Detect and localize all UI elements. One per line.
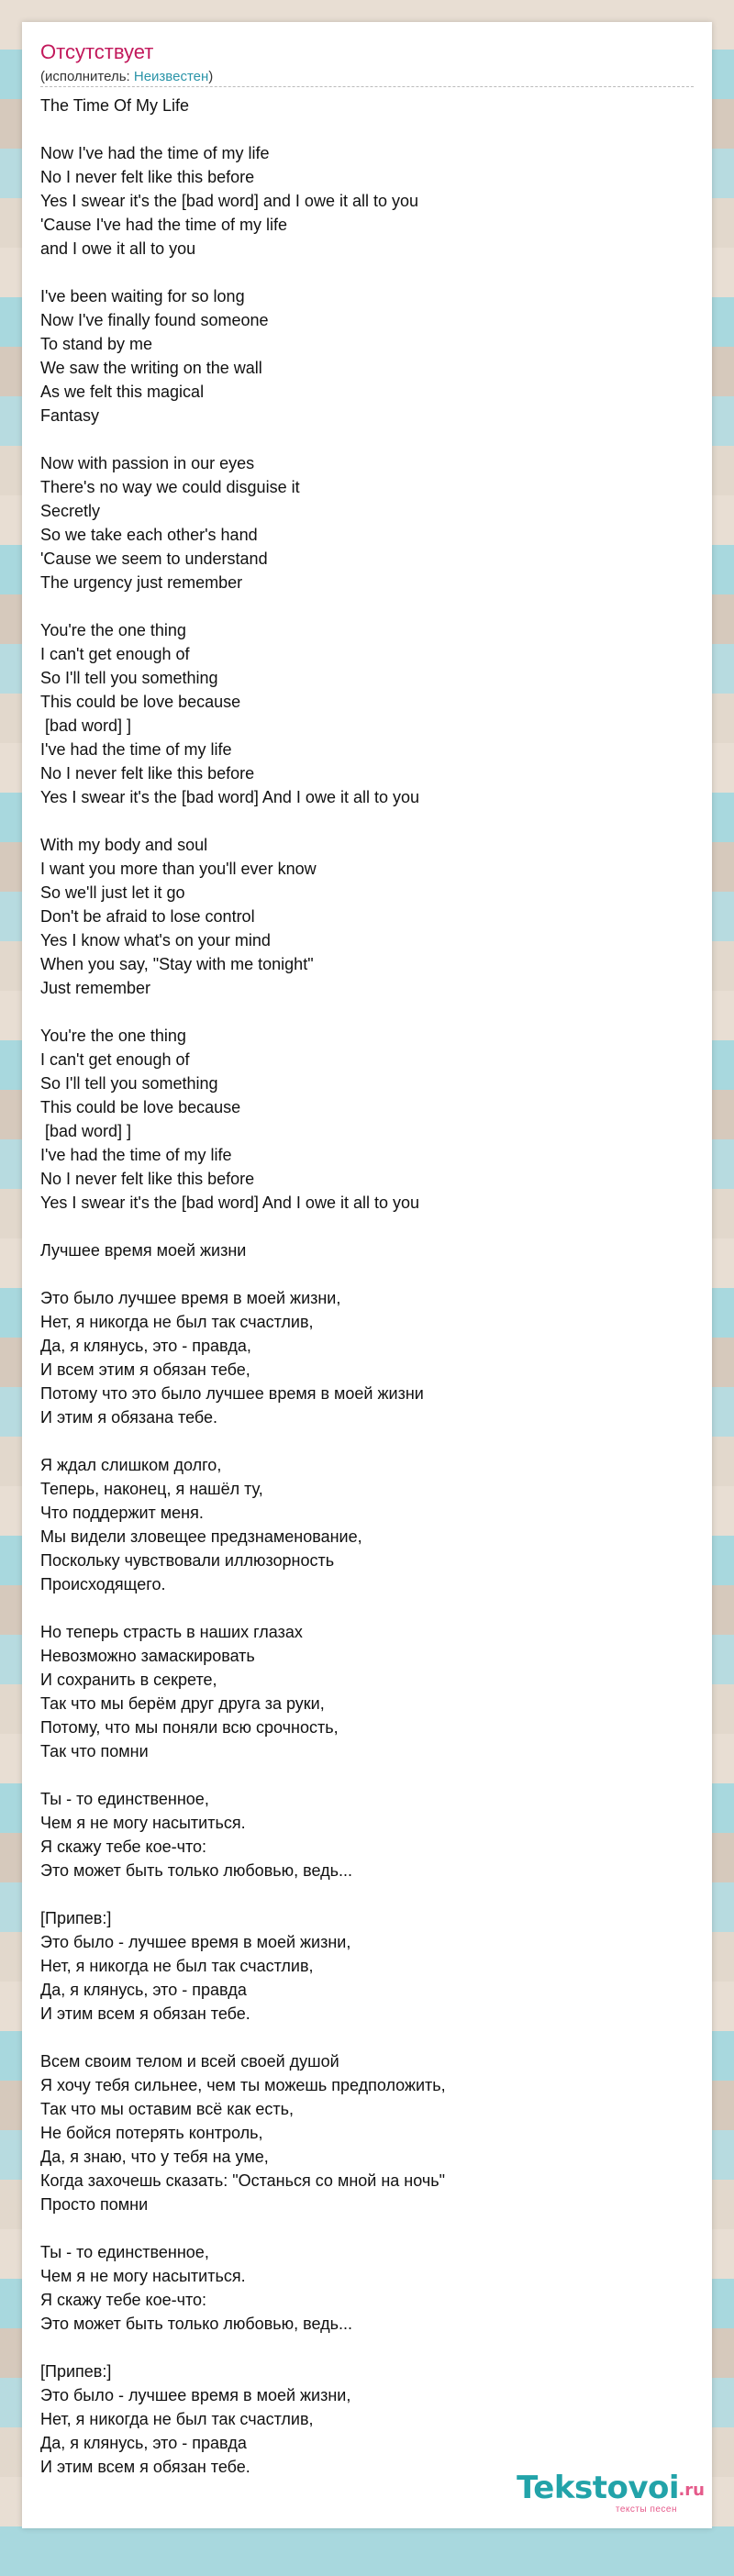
lyric-line: and I owe it all to you [40, 239, 196, 258]
lyrics-stanza [40, 1286, 694, 1429]
logo-wordmark: Tekstovoi [517, 2470, 679, 2506]
lyric-line: To stand by me [40, 335, 153, 353]
lyric-line: Это было - лучшее время в моей жизни, [40, 1933, 351, 1951]
lyrics-stanza [40, 1024, 694, 1215]
lyrics-stanza [40, 1238, 694, 1262]
lyric-line: Да, я клянусь, это - правда [40, 2434, 247, 2452]
lyrics-stanza [40, 2240, 694, 2336]
lyric-line: Так что мы берём друг друга за руки, [40, 1694, 325, 1713]
lyric-line: Я ждал слишком долго, [40, 1456, 222, 1474]
lyric-line: Всем своим телом и всей своей душой [40, 2052, 339, 2071]
lyric-line: No I never felt like this before [40, 1170, 255, 1188]
lyric-line: Потому что это было лучшее время в моей жизни [40, 1384, 424, 1403]
lyric-line: Что поддержит меня. [40, 1504, 204, 1522]
lyric-line: [bad word] ] [40, 716, 132, 735]
lyric-line: Secretly [40, 502, 101, 520]
lyric-line: Yes I swear it's the [bad word] And I owe it all to you [40, 1194, 419, 1212]
lyric-line: Чем я не могу насытиться. [40, 1814, 246, 1832]
lyrics-stanza [40, 618, 694, 809]
lyric-line: Это может быть только любовью, ведь... [40, 2315, 352, 2333]
lyric-line: [Припев:] [40, 2362, 112, 2381]
lyric-line: Чем я не могу насытиться. [40, 2267, 246, 2285]
lyric-line: Это было - лучшее время в моей жизни, [40, 2386, 351, 2404]
lyric-line: Да, я знаю, что у тебя на уме, [40, 2148, 269, 2166]
artist-line [40, 68, 694, 86]
lyrics-stanza [40, 2359, 694, 2479]
lyrics-body [40, 94, 694, 2503]
lyric-line: Да, я клянусь, это - правда, [40, 1337, 251, 1355]
lyrics-stanza [40, 284, 694, 427]
lyric-line: I've been waiting for so long [40, 287, 245, 305]
artist-link[interactable]: Неизвестен [133, 69, 209, 84]
lyric-line: I can't get enough of [40, 645, 190, 663]
lyrics-card [22, 22, 712, 2528]
lyric-line: Now I've finally found someone [40, 311, 269, 329]
lyric-line: Now with passion in our eyes [40, 454, 255, 472]
lyrics-stanza [40, 451, 694, 594]
lyric-line: I've had the time of my life [40, 740, 232, 759]
lyric-line: The urgency just remember [40, 573, 243, 592]
lyric-line: I want you more than you'll ever know [40, 860, 317, 878]
logo-tagline: тексты песен [615, 2504, 677, 2515]
lyric-line: Не бойся потерять контроль, [40, 2124, 263, 2142]
lyric-line: Yes I swear it's the [bad word] And I owe it all to you [40, 788, 419, 806]
lyric-line: With my body and soul [40, 836, 208, 854]
lyric-line: Просто помни [40, 2195, 149, 2214]
lyric-line: No I never felt like this before [40, 764, 255, 783]
lyric-line: Now I've had the time of my life [40, 144, 270, 162]
lyric-line: Так что мы оставим всё как есть, [40, 2100, 295, 2118]
tekstovoi-logo[interactable] [499, 2468, 705, 2519]
header-divider [40, 86, 694, 87]
lyric-line: И сохранить в секрете, [40, 1671, 217, 1689]
lyric-line: Я скажу тебе кое-что: [40, 1838, 207, 1856]
lyric-line: Это может быть только любовью, ведь... [40, 1861, 352, 1880]
lyric-line: Так что помни [40, 1742, 149, 1760]
lyric-line: Fantasy [40, 406, 100, 425]
lyrics-stanza [40, 1453, 694, 1596]
lyric-line: You're the one thing [40, 1027, 186, 1045]
lyrics-stanza [40, 141, 694, 261]
lyric-line: [Припев:] [40, 1909, 112, 1927]
lyrics-stanza [40, 94, 694, 117]
lyric-line: 'Cause I've had the time of my life [40, 216, 287, 234]
lyric-line: Происходящего. [40, 1575, 166, 1593]
lyric-line: 'Cause we seem to understand [40, 550, 268, 568]
lyric-line: Don't be afraid to lose control [40, 907, 255, 926]
song-title: Отсутствует [40, 40, 154, 63]
lyric-line: There's no way we could disguise it [40, 478, 300, 496]
lyrics-stanza [40, 1906, 694, 2026]
lyric-line: И этим я обязана тебе. [40, 1408, 218, 1427]
lyric-line: The Time Of My Life [40, 96, 190, 115]
lyric-line: И этим всем я обязан тебе. [40, 2004, 250, 2023]
lyric-line: Нет, я никогда не был так счастлив, [40, 1313, 314, 1331]
lyric-line: When you say, "Stay with me tonight" [40, 955, 314, 973]
lyric-line: И всем этим я обязан тебе, [40, 1360, 250, 1379]
lyric-line: So I'll tell you something [40, 669, 218, 687]
lyric-line: Нет, я никогда не был так счастлив, [40, 1957, 314, 1975]
lyric-line: Yes I know what's on your mind [40, 931, 271, 949]
lyric-line: No I never felt like this before [40, 168, 255, 186]
background-stripe [0, 2526, 734, 2576]
lyrics-stanza [40, 1787, 694, 1882]
lyric-line: Лучшее время моей жизни [40, 1241, 247, 1260]
song-header [40, 40, 694, 86]
logo-tld: .ru [678, 2481, 705, 2500]
lyric-line: Потому, что мы поняли всю срочность, [40, 1718, 339, 1737]
lyric-line: Это было лучшее время в моей жизни, [40, 1289, 341, 1307]
lyric-line: Я хочу тебя сильнее, чем ты можешь предположить, [40, 2076, 446, 2094]
lyrics-stanza [40, 833, 694, 1000]
lyric-line: Да, я клянусь, это - правда [40, 1981, 247, 1999]
lyric-line: Невозможно замаскировать [40, 1647, 255, 1665]
lyric-line: This could be love because [40, 693, 241, 711]
lyric-line: Ты - то единственное, [40, 1790, 209, 1808]
lyric-line: So we take each other's hand [40, 526, 258, 544]
lyric-line: So I'll tell you something [40, 1074, 218, 1093]
lyric-line: Теперь, наконец, я нашёл ту, [40, 1480, 263, 1498]
lyric-line: I've had the time of my life [40, 1146, 232, 1164]
lyric-line: [bad word] ] [40, 1122, 132, 1140]
lyric-line: This could be love because [40, 1098, 241, 1116]
artist-prefix: (исполнитель: [40, 69, 134, 84]
artist-suffix: ) [208, 69, 214, 84]
lyric-line: You're the one thing [40, 621, 186, 639]
lyric-line: I can't get enough of [40, 1050, 190, 1069]
lyrics-stanza [40, 2049, 694, 2216]
lyric-line: Just remember [40, 979, 151, 997]
lyric-line: As we felt this magical [40, 383, 205, 401]
lyric-line: Поскольку чувствовали иллюзорность [40, 1551, 335, 1570]
lyric-line: Мы видели зловещее предзнаменование, [40, 1527, 362, 1546]
lyric-line: So we'll just let it go [40, 883, 185, 902]
lyric-line: Нет, я никогда не был так счастлив, [40, 2410, 314, 2428]
lyric-line: Но теперь страсть в наших глазах [40, 1623, 303, 1641]
lyric-line: Ты - то единственное, [40, 2243, 209, 2261]
lyric-line: Когда захочешь сказать: "Останься со мной на ночь" [40, 2171, 445, 2190]
lyric-line: We saw the writing on the wall [40, 359, 262, 377]
lyric-line: Yes I swear it's the [bad word] and I owe it all to you [40, 192, 418, 210]
lyric-line: И этим всем я обязан тебе. [40, 2458, 250, 2476]
lyrics-stanza [40, 1620, 694, 1763]
lyric-line: Я скажу тебе кое-что: [40, 2291, 207, 2309]
